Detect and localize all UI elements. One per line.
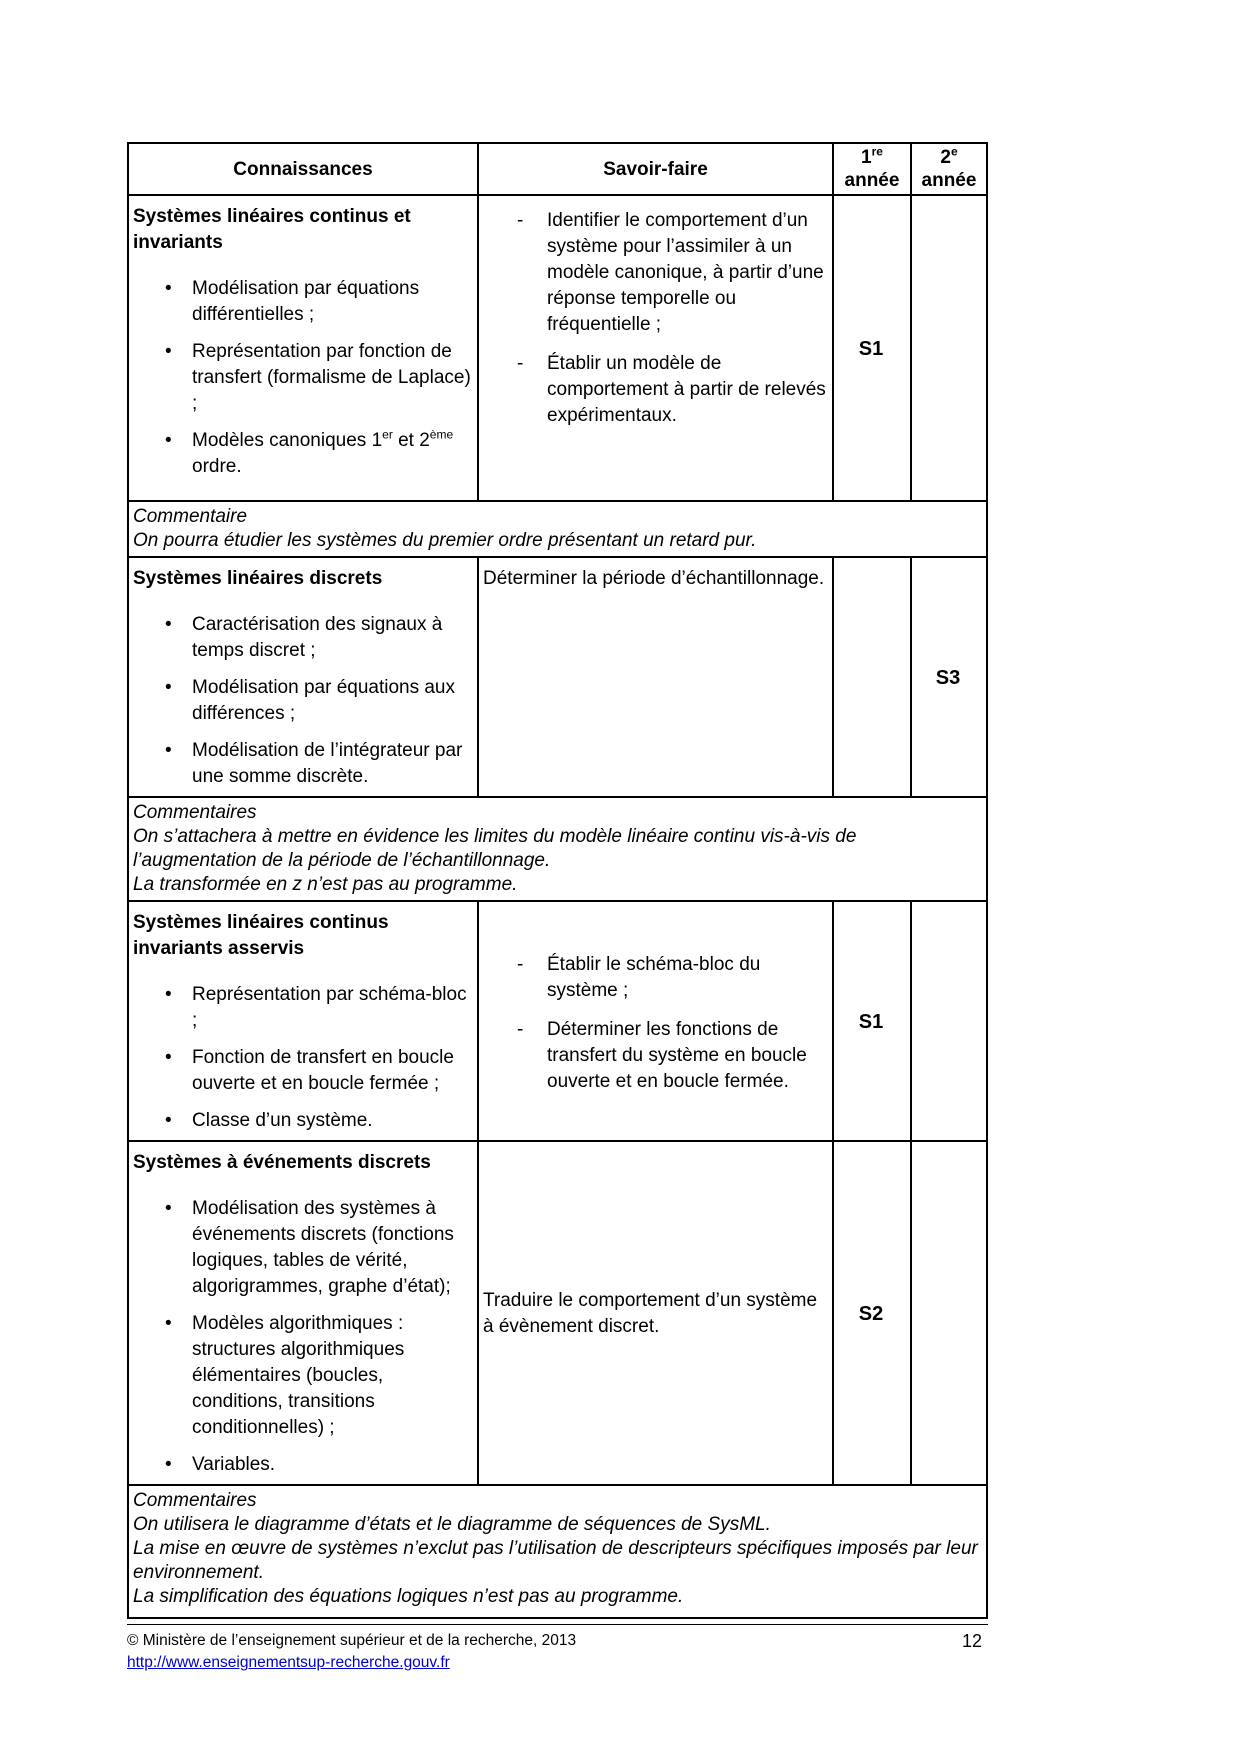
row-title: Systèmes linéaires continus invariants asservis bbox=[133, 912, 389, 959]
savoir-faire-text: Traduire le comportement d’un système à évènement discret. bbox=[483, 1290, 818, 1337]
comment-cell bbox=[129, 502, 986, 556]
table-row-invariants-asservis bbox=[129, 900, 986, 1140]
header-label bbox=[922, 146, 977, 192]
bullet-marker: • bbox=[165, 614, 172, 635]
table-row-continus-invariants bbox=[129, 194, 986, 500]
bullet-item bbox=[133, 982, 471, 1034]
bullet-item bbox=[133, 428, 471, 480]
comment-row bbox=[129, 1484, 986, 1617]
header-label bbox=[845, 146, 900, 192]
bullet-marker: • bbox=[165, 430, 172, 451]
comment-line: On utilisera le diagramme d’états et le diagramme de séquences de SysML. bbox=[133, 1514, 771, 1535]
bullet-marker: • bbox=[165, 1047, 172, 1068]
bullet-item bbox=[133, 1311, 471, 1441]
annee2-cell-empty bbox=[910, 196, 986, 500]
dash-item bbox=[483, 1017, 826, 1095]
bullet-text: Modélisation par équations différentielles ; bbox=[192, 278, 420, 325]
bullet-marker: • bbox=[165, 677, 172, 698]
row-title: Systèmes à événements discrets bbox=[133, 1152, 431, 1173]
comment-line: La simplification des équations logiques n’est pas au programme. bbox=[133, 1586, 684, 1607]
savoir-faire-cell bbox=[477, 196, 832, 500]
bullet-text: Variables. bbox=[192, 1454, 276, 1475]
comment-cell bbox=[129, 798, 986, 900]
header-label: Connaissances bbox=[233, 158, 373, 180]
bullet-text: Modélisation par équations aux différences ; bbox=[192, 677, 456, 724]
bullet-item bbox=[133, 675, 471, 727]
bullet-marker: • bbox=[165, 1198, 172, 1219]
annee1-cell bbox=[832, 196, 910, 500]
connaissances-cell bbox=[129, 196, 477, 500]
bullet-marker: • bbox=[165, 1454, 172, 1475]
ordinal-suffix: e bbox=[950, 144, 958, 159]
comment-line: On pourra étudier les systèmes du premier ordre présentant un retard pur. bbox=[133, 530, 757, 551]
dash-marker: - bbox=[517, 210, 524, 231]
semester-badge: S1 bbox=[858, 1011, 884, 1033]
bullet-marker: • bbox=[165, 740, 172, 761]
table-row-lineaires-discrets bbox=[129, 556, 986, 796]
comment-row bbox=[129, 796, 986, 900]
dash-text: Établir un modèle de comportement à partir de relevés expérimentaux. bbox=[547, 353, 826, 426]
annee2-cell-empty bbox=[910, 1142, 986, 1484]
savoir-faire-cell bbox=[477, 902, 832, 1140]
bullet-item bbox=[133, 276, 471, 328]
comment-line: On s’attachera à mettre en évidence les limites du modèle linéaire continu vis-à-vis de l’augmentation de la période de l’échantillonnage. bbox=[133, 826, 857, 871]
header-cell-annee-2 bbox=[910, 144, 986, 194]
text-segment: et 2 bbox=[392, 430, 430, 451]
dash-text: Établir le schéma-bloc du système ; bbox=[547, 954, 761, 1001]
bullet-item bbox=[133, 339, 471, 417]
bullet-item bbox=[133, 1452, 471, 1478]
table-row-evenements-discrets bbox=[129, 1140, 986, 1484]
bullet-item bbox=[133, 612, 471, 664]
bullet-marker: • bbox=[165, 341, 172, 362]
bullet-text: Modélisation de l’intégrateur par une somme discrète. bbox=[192, 740, 463, 787]
text-segment: année bbox=[921, 170, 977, 191]
table-header-row bbox=[129, 144, 986, 194]
bullet-item bbox=[133, 1196, 471, 1300]
dash-item bbox=[483, 351, 826, 429]
copyright-text: © Ministère de l’enseignement supérieur et de la recherche, 2013 bbox=[127, 1632, 577, 1649]
dash-item bbox=[483, 208, 826, 338]
annee1-cell-empty bbox=[832, 558, 910, 796]
bullet-marker: • bbox=[165, 278, 172, 299]
annee2-cell-empty bbox=[910, 902, 986, 1140]
bullet-text bbox=[192, 428, 471, 480]
bullet-marker: • bbox=[165, 984, 172, 1005]
comment-row bbox=[129, 500, 986, 556]
bullet-text: Modèles algorithmiques : structures algorithmiques élémentaires (boucles, conditions, transitions conditionnelles) ; bbox=[192, 1313, 405, 1438]
savoir-faire-cell bbox=[477, 1142, 832, 1484]
dash-marker: - bbox=[517, 353, 524, 374]
bullet-text: Classe d’un système. bbox=[192, 1110, 373, 1131]
semester-badge: S3 bbox=[935, 667, 961, 689]
header-cell-connaissances bbox=[129, 144, 477, 194]
row-title: Systèmes linéaires discrets bbox=[133, 568, 383, 589]
connaissances-cell bbox=[129, 558, 477, 796]
semester-badge: S2 bbox=[858, 1303, 884, 1325]
header-cell-savoir-faire bbox=[477, 144, 832, 194]
comment-line: La transformée en z n’est pas au programme. bbox=[133, 874, 518, 895]
text-segment: 2 bbox=[940, 147, 951, 168]
bullet-text: Représentation par schéma-bloc ; bbox=[192, 984, 467, 1031]
page-number: 12 bbox=[961, 1631, 982, 1651]
bullet-text: Fonction de transfert en boucle ouverte et en boucle fermée ; bbox=[192, 1047, 454, 1094]
connaissances-cell bbox=[129, 902, 477, 1140]
savoir-faire-cell bbox=[477, 558, 832, 796]
comment-label: Commentaires bbox=[133, 802, 257, 823]
text-segment: Modèles canoniques 1 bbox=[192, 430, 383, 451]
text-segment: ordre. bbox=[192, 456, 242, 477]
comment-label: Commentaire bbox=[133, 506, 248, 527]
dash-text: Déterminer les fonctions de transfert du système en boucle ouverte et en boucle fermée. bbox=[547, 1019, 807, 1092]
text-segment: année bbox=[844, 170, 900, 191]
comment-cell bbox=[129, 1486, 986, 1617]
bullet-marker: • bbox=[165, 1313, 172, 1334]
savoir-faire-text: Déterminer la période d’échantillonnage. bbox=[483, 568, 825, 589]
ordinal-suffix: re bbox=[871, 144, 883, 159]
row-title: Systèmes linéaires continus et invariants bbox=[133, 206, 411, 253]
bullet-text: Modélisation des systèmes à événements discrets (fonctions logiques, tables de vérité, algorigrammes, graphe d’état); bbox=[192, 1198, 454, 1297]
comment-line: La mise en œuvre de systèmes n’exclut pas l’utilisation de descripteurs spécifiques imposés par leur environnement. bbox=[133, 1538, 978, 1583]
ordinal-suffix: er bbox=[382, 427, 393, 442]
dash-marker: - bbox=[517, 954, 524, 975]
dash-item bbox=[483, 952, 826, 1004]
ordinal-suffix: ème bbox=[429, 427, 454, 442]
bullet-marker: • bbox=[165, 1110, 172, 1131]
connaissances-cell bbox=[129, 1142, 477, 1484]
bullet-item bbox=[133, 1108, 471, 1134]
text-segment: 1 bbox=[861, 147, 872, 168]
page-footer bbox=[127, 1624, 988, 1674]
dash-marker: - bbox=[517, 1019, 524, 1040]
header-cell-annee-1 bbox=[832, 144, 910, 194]
bullet-item bbox=[133, 738, 471, 790]
curriculum-table bbox=[127, 142, 988, 1619]
ministry-link[interactable]: http://www.enseignementsup-recherche.gouv.fr bbox=[127, 1654, 450, 1671]
bullet-text: Caractérisation des signaux à temps discret ; bbox=[192, 614, 443, 661]
annee2-cell bbox=[910, 558, 986, 796]
semester-badge: S1 bbox=[858, 338, 884, 360]
comment-label: Commentaires bbox=[133, 1490, 257, 1511]
bullet-item bbox=[133, 1045, 471, 1097]
annee1-cell bbox=[832, 902, 910, 1140]
header-label: Savoir-faire bbox=[603, 158, 708, 180]
bullet-text: Représentation par fonction de transfert (formalisme de Laplace) ; bbox=[192, 341, 471, 414]
dash-text: Identifier le comportement d’un système pour l’assimiler à un modèle canonique, à partir d’une réponse temporelle ou fréquentielle ; bbox=[547, 210, 824, 335]
annee1-cell bbox=[832, 1142, 910, 1484]
